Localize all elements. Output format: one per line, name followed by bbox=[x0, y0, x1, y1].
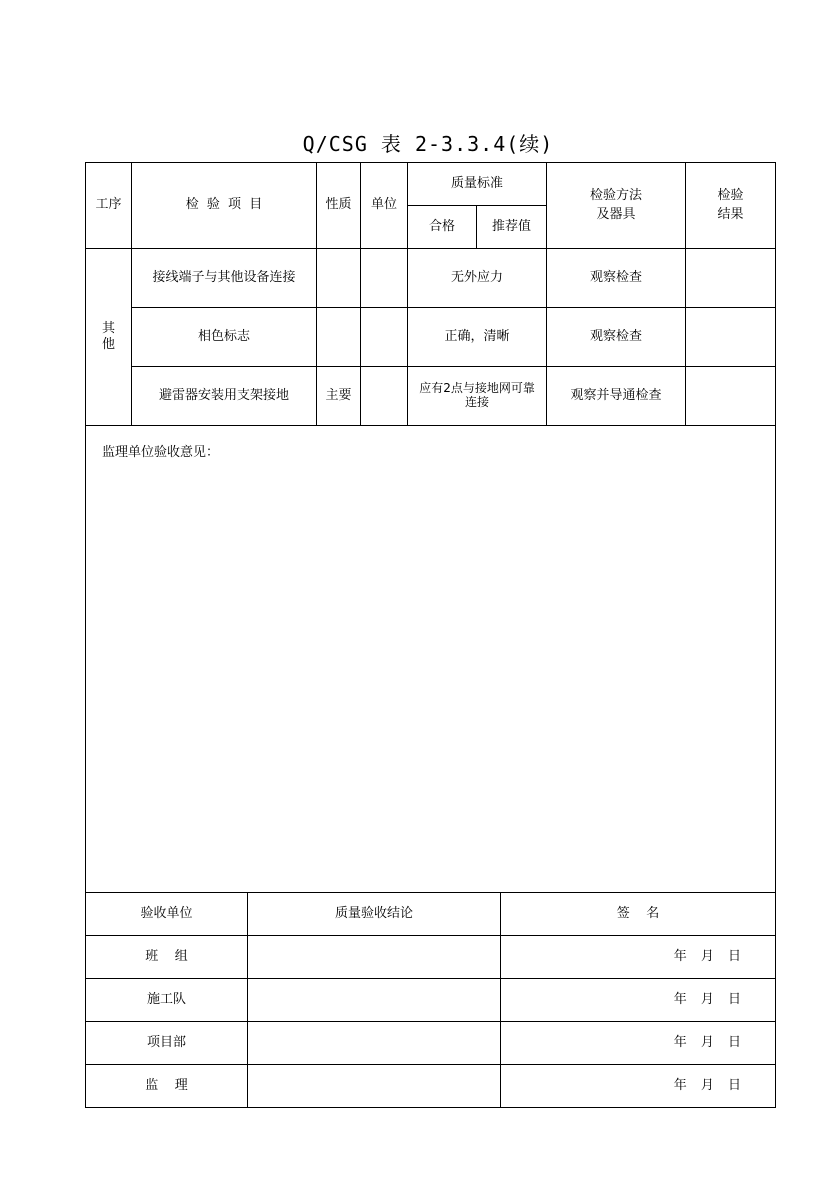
header-recommended: 推荐值 bbox=[477, 206, 547, 249]
acceptance-table bbox=[85, 892, 776, 1108]
header-result-line1: 检验 bbox=[717, 187, 744, 203]
row-method: 观察并导通检查 bbox=[547, 367, 686, 426]
row-unit bbox=[361, 308, 408, 367]
acceptance-date: 年 月 日 bbox=[501, 979, 776, 1022]
group-name-bottom: 他 bbox=[102, 337, 116, 352]
acceptance-header-conclusion: 质量验收结论 bbox=[248, 893, 501, 936]
row-standard-line1: 应有2点与接地网可靠 bbox=[419, 381, 535, 396]
header-qualified: 合格 bbox=[408, 206, 477, 249]
acceptance-header-signature: 签 名 bbox=[501, 893, 776, 936]
supervisor-opinion-label: 监理单位验收意见： bbox=[102, 445, 220, 460]
header-unit: 单位 bbox=[361, 163, 408, 249]
group-cell bbox=[86, 249, 132, 426]
row-item: 避雷器安装用支架接地 bbox=[132, 367, 317, 426]
row-method: 观察检查 bbox=[547, 308, 686, 367]
row-item: 接线端子与其他设备连接 bbox=[132, 249, 317, 308]
acceptance-row bbox=[86, 936, 776, 979]
header-method-line1: 检验方法 bbox=[590, 187, 643, 203]
row-unit bbox=[361, 367, 408, 426]
acceptance-unit: 项目部 bbox=[86, 1022, 248, 1065]
page-title: Q/CSG 表 2-3.3.4(续) bbox=[302, 132, 554, 156]
row-result bbox=[686, 367, 776, 426]
header-item: 检 验 项 目 bbox=[132, 163, 317, 249]
row-item: 相色标志 bbox=[132, 308, 317, 367]
acceptance-conclusion bbox=[248, 1022, 501, 1065]
acceptance-date: 年 月 日 bbox=[501, 1065, 776, 1108]
table-row bbox=[86, 367, 776, 426]
header-method-line2: 及器具 bbox=[596, 206, 636, 222]
header-method bbox=[547, 163, 686, 249]
header-quality-standard: 质量标准 bbox=[408, 163, 547, 206]
acceptance-unit: 施工队 bbox=[86, 979, 248, 1022]
row-standard: 正确，清晰 bbox=[408, 308, 547, 367]
supervisor-opinion-cell bbox=[86, 426, 776, 893]
row-standard bbox=[408, 367, 547, 426]
acceptance-date: 年 月 日 bbox=[501, 936, 776, 979]
header-nature: 性质 bbox=[317, 163, 361, 249]
row-standard: 无外应力 bbox=[408, 249, 547, 308]
acceptance-header-unit: 验收单位 bbox=[86, 893, 248, 936]
row-nature bbox=[317, 308, 361, 367]
row-nature bbox=[317, 249, 361, 308]
header-process: 工序 bbox=[86, 163, 132, 249]
header-result-line2: 结果 bbox=[717, 206, 744, 222]
inspection-table bbox=[85, 162, 776, 893]
acceptance-row bbox=[86, 1065, 776, 1108]
row-unit bbox=[361, 249, 408, 308]
group-name-top: 其 bbox=[102, 321, 116, 337]
acceptance-date: 年 月 日 bbox=[501, 1022, 776, 1065]
row-nature: 主要 bbox=[317, 367, 361, 426]
acceptance-row bbox=[86, 1022, 776, 1065]
acceptance-row bbox=[86, 979, 776, 1022]
header-result bbox=[686, 163, 776, 249]
row-standard-line2: 连接 bbox=[465, 395, 490, 409]
table-row bbox=[86, 249, 776, 308]
acceptance-conclusion bbox=[248, 1065, 501, 1108]
row-result bbox=[686, 308, 776, 367]
acceptance-conclusion bbox=[248, 979, 501, 1022]
acceptance-unit: 监 理 bbox=[86, 1065, 248, 1108]
table-row bbox=[86, 308, 776, 367]
row-method: 观察检查 bbox=[547, 249, 686, 308]
row-result bbox=[686, 249, 776, 308]
acceptance-unit: 班 组 bbox=[86, 936, 248, 979]
acceptance-conclusion bbox=[248, 936, 501, 979]
